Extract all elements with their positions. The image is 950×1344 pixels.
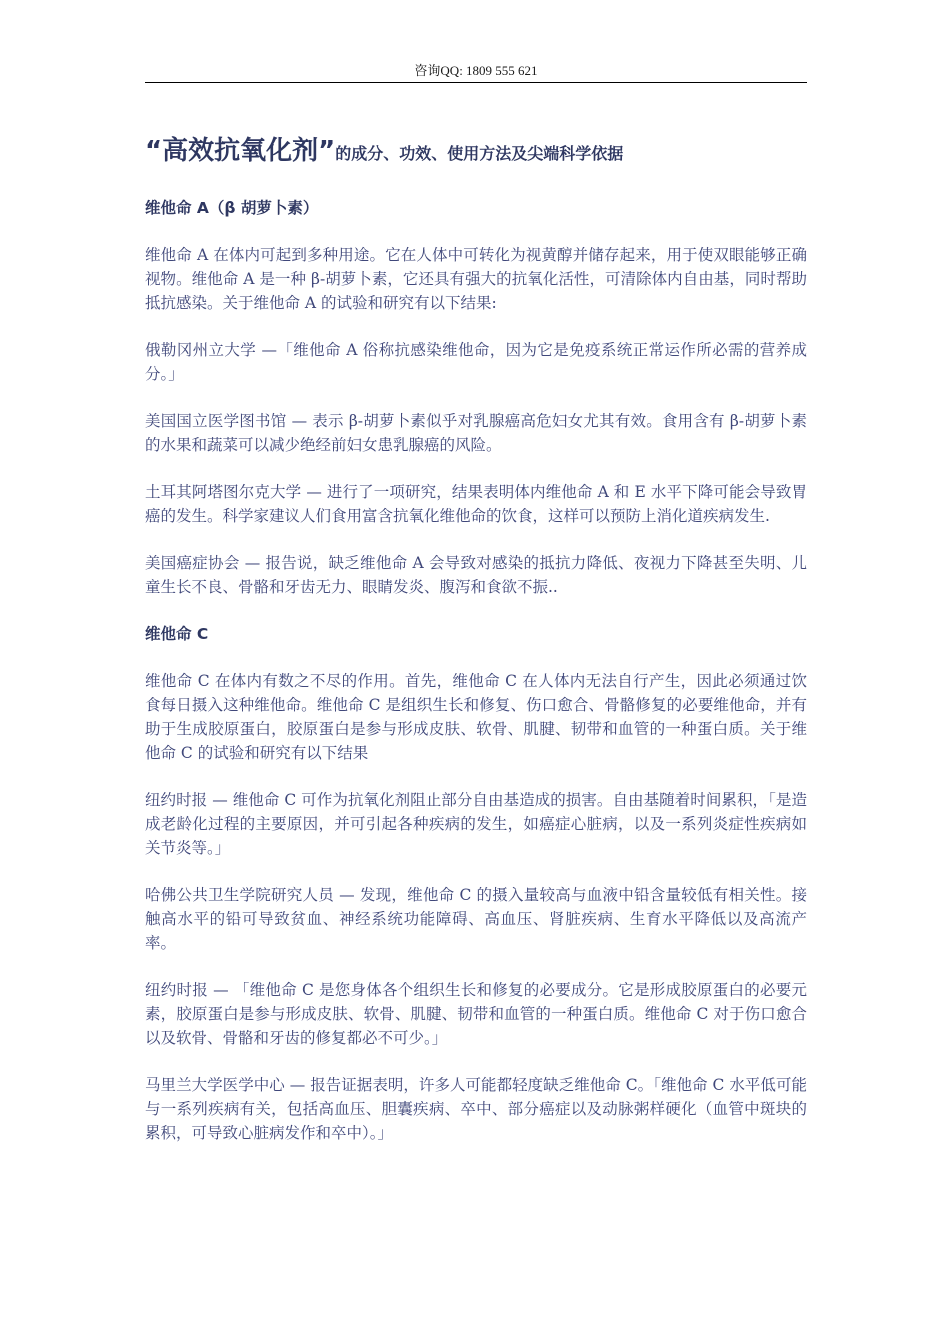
paragraph: 纽约时报 — 维他命 C 可作为抗氧化剂阻止部分自由基造成的损害。自由基随着时间累积，「是造成老龄化过程的主要原因，并可引起各种疾病的发生，如癌症心脏病，以及一系列炎症性疾病如关节炎等。」: [145, 791, 807, 857]
paragraph: 俄勒冈州立大学 —「维他命 A 俗称抗感染维他命，因为它是免疫系统正常运作所必需的营养成分。」: [145, 341, 807, 383]
document-title: [145, 130, 807, 167]
paragraph: 美国国立医学图书馆 — 表示 β-胡萝卜素似乎对乳腺癌高危妇女尤其有效。食用含有 β-胡萝卜素的水果和蔬菜可以减少绝经前妇女患乳腺癌的风险。: [145, 412, 807, 454]
paragraph: 纽约时报 — 「维他命 C 是您身体各个组织生长和修复的必要成分。它是形成胶原蛋白的必要元素，胶原蛋白是参与形成皮肤、软骨、肌腱、韧带和血管的一种蛋白质。维他命 C 对于伤口愈合以及软骨、骨骼和牙齿的修复都必不可少。」: [145, 981, 807, 1047]
paragraph: 哈佛公共卫生学院研究人员 — 发现，维他命 C 的摄入量较高与血液中铅含量较低有相关性。接触高水平的铅可导致贫血、神经系统功能障碍、高血压、肾脏疾病、生育水平降低以及高流产率。: [145, 886, 807, 952]
title-main: “高效抗氧化剂”: [145, 136, 336, 166]
paragraph: 马里兰大学医学中心 — 报告证据表明，许多人可能都轻度缺乏维他命 C。「维他命 C 水平低可能与一系列疾病有关，包括高血压、胆囊疾病、卒中、部分癌症以及动脉粥样硬化（血管中斑块的累积，可导致心脏病发作和卒中）。」: [145, 1076, 807, 1142]
document-page: [145, 60, 807, 1145]
paragraph: 维他命 A 在体内可起到多种用途。它在人体中可转化为视黄醇并储存起来，用于使双眼能够正确视物。维他命 A 是一种 β-胡萝卜素，它还具有强大的抗氧化活性，可清除体内自由基，同时帮助抵抗感染。关于维他命 A 的试验和研究有以下结果:: [145, 246, 807, 312]
paragraph: 美国癌症协会 — 报告说，缺乏维他命 A 会导致对感染的抵抗力降低、夜视力下降甚至失明、儿童生长不良、骨骼和牙齿无力、眼睛发炎、腹泻和食欲不振..: [145, 554, 807, 596]
paragraph: 土耳其阿塔图尔克大学 — 进行了一项研究，结果表明体内维他命 A 和 E 水平下降可能会导致胃癌的发生。科学家建议人们食用富含抗氧化维他命的饮食，这样可以预防上消化道疾病发生.: [145, 483, 807, 525]
header-contact-text: 咨询QQ: 1809 555 621: [414, 63, 538, 78]
section-heading-vitamin-c: 维他命 C: [145, 625, 209, 643]
section-heading-vitamin-a: 维他命 A（β 胡萝卜素）: [145, 199, 319, 217]
page-header: [145, 60, 807, 83]
title-subtitle: 的成分、功效、使用方法及尖端科学依据: [335, 144, 624, 163]
paragraph: 维他命 C 在体内有数之不尽的作用。首先，维他命 C 在人体内无法自行产生，因此必须通过饮食每日摄入这种维他命。维他命 C 是组织生长和修复、伤口愈合、骨骼修复的必要维他命，并有助于生成胶原蛋白，胶原蛋白是参与形成皮肤、软骨、肌腱、韧带和血管的一种蛋白质。关于维他命 C 的试验和研究有以下结果: [145, 672, 807, 762]
